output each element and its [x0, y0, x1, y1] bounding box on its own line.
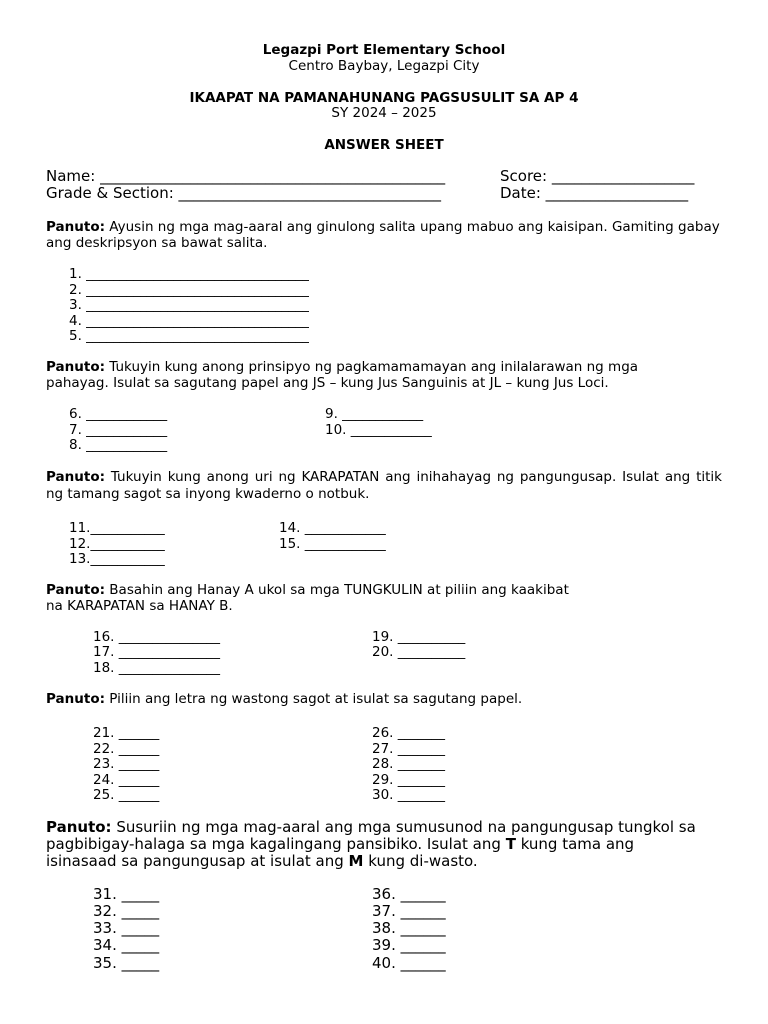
school-year: SY 2024 – 2025 — [331, 105, 437, 121]
instruction-text: Basahin ang Hanay A ukol sa mga TUNGKULIN at piliin ang kaakibat — [105, 582, 569, 598]
instruction-5 — [46, 691, 722, 707]
answer-line-34: 34. _____ — [93, 936, 160, 954]
answer-line-5: 5. _________________________________ — [69, 328, 309, 344]
answer-line-29: 29. _______ — [372, 772, 446, 788]
instruction-text: Ayusin ng mga mag-aaral ang ginulong salita upang mabuo ang kaisipan. Gamiting gabay ang deskripsyon sa bawat salita. — [46, 219, 720, 251]
school-name: Legazpi Port Elementary School — [262, 42, 506, 58]
instruction-4 — [46, 582, 722, 614]
answer-line-3: 3. _________________________________ — [69, 297, 309, 313]
answer-line-15: 15. ____________ — [279, 536, 386, 552]
answer-line-31: 31. _____ — [93, 885, 160, 903]
answer-line-40: 40. ______ — [372, 954, 446, 972]
sheet-title: ANSWER SHEET — [324, 137, 444, 153]
answer-line-16: 16. _______________ — [93, 629, 221, 645]
instruction-text: pahayag. Isulat sa sagutang papel ang JS – kung Jus Sanguinis at JL – kung Jus Loci. — [46, 375, 609, 391]
instruction-text: kung di-wasto. — [363, 852, 478, 870]
answer-line-19: 19. __________ — [372, 629, 466, 645]
answer-line-18: 18. _______________ — [93, 660, 221, 676]
instruction-3 — [46, 469, 722, 503]
answer-line-36: 36. ______ — [372, 885, 446, 903]
exam-title: IKAAPAT NA PAMANAHUNANG PAGSUSULIT SA AP 4 — [189, 90, 579, 106]
answer-line-9: 9. ____________ — [325, 406, 424, 422]
answer-line-37: 37. ______ — [372, 902, 446, 920]
answer-line-14: 14. ____________ — [279, 520, 386, 536]
instruction-text: Tukuyin kung anong prinsipyo ng pagkamamamayan ang inilalarawan ng mga — [105, 359, 639, 375]
answer-line-2: 2. _________________________________ — [69, 282, 309, 298]
answer-line-22: 22. ______ — [93, 741, 160, 757]
answer-line-13: 13.___________ — [69, 551, 165, 567]
instruction-text: pagbibigay-halaga sa mga kagalingang pansibiko. Isulat ang — [46, 835, 506, 853]
instruction-text: kung tama ang — [515, 835, 635, 853]
answer-line-27: 27. _______ — [372, 741, 446, 757]
answer-line-10: 10. ____________ — [325, 422, 432, 438]
answer-line-25: 25. ______ — [93, 787, 160, 803]
answer-line-6: 6. ____________ — [69, 406, 168, 422]
answer-line-1: 1. _________________________________ — [69, 266, 309, 282]
instruction-text: Susuriin ng mga mag-aaral ang mga sumusunod na pangungusap tungkol sa — [111, 818, 696, 836]
instruction-label: Panuto: — [46, 691, 105, 707]
answer-line-35: 35. _____ — [93, 954, 160, 972]
answer-line-21: 21. ______ — [93, 725, 160, 741]
instruction-label: Panuto: — [46, 469, 105, 485]
answer-line-38: 38. ______ — [372, 919, 446, 937]
instruction-text: na KARAPATAN sa HANAY B. — [46, 598, 233, 614]
true-letter: T — [505, 835, 516, 853]
score-field: Score: ___________________ — [500, 167, 695, 185]
instruction-label: Panuto: — [46, 219, 105, 235]
school-address: Centro Baybay, Legazpi City — [288, 58, 480, 74]
name-field: Name: ______________________________________________ — [46, 167, 446, 185]
answer-line-23: 23. ______ — [93, 756, 160, 772]
instruction-text: Tukuyin kung anong uri ng KARAPATAN ang inihahayag ng pangungusap. Isulat ang titik ng tamang sagot sa inyong kwaderno o notbuk. — [46, 469, 722, 502]
instruction-label: Panuto: — [46, 582, 105, 598]
grade-section-field: Grade & Section: ___________________________________ — [46, 184, 442, 202]
answer-line-33: 33. _____ — [93, 919, 160, 937]
instruction-2 — [46, 359, 722, 391]
answer-line-7: 7. ____________ — [69, 422, 168, 438]
answer-line-32: 32. _____ — [93, 902, 160, 920]
answer-line-17: 17. _______________ — [93, 644, 221, 660]
answer-line-11: 11.___________ — [69, 520, 165, 536]
answer-line-12: 12.___________ — [69, 536, 165, 552]
instruction-text: Piliin ang letra ng wastong sagot at isulat sa sagutang papel. — [105, 691, 523, 707]
answer-line-4: 4. _________________________________ — [69, 313, 309, 329]
instruction-6 — [46, 819, 722, 870]
instruction-1 — [46, 219, 722, 251]
answer-line-24: 24. ______ — [93, 772, 160, 788]
date-field: Date: ___________________ — [500, 184, 689, 202]
answer-line-39: 39. ______ — [372, 936, 446, 954]
answer-line-20: 20. __________ — [372, 644, 466, 660]
answer-line-8: 8. ____________ — [69, 437, 168, 453]
answer-line-30: 30. _______ — [372, 787, 446, 803]
instruction-text: isinasaad sa pangungusap at isulat ang — [46, 852, 349, 870]
instruction-label: Panuto: — [46, 818, 112, 836]
instruction-label: Panuto: — [46, 359, 105, 375]
answer-line-28: 28. _______ — [372, 756, 446, 772]
false-letter: M — [348, 852, 364, 870]
answer-line-26: 26. _______ — [372, 725, 446, 741]
